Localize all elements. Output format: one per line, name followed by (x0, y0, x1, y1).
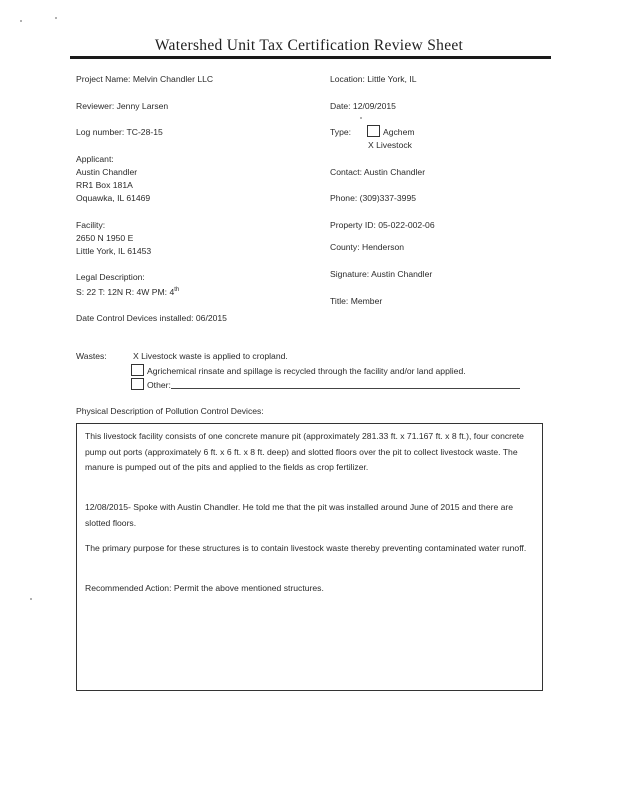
physical-description-heading: Physical Description of Pollution Control Devices: (76, 406, 264, 416)
page-title: Watershed Unit Tax Certification Review Sheet (154, 37, 464, 54)
scan-speck (20, 20, 22, 22)
review-date: Date: 12/09/2015 (330, 101, 396, 111)
facility-address-line2: Little York, IL 61453 (76, 246, 152, 256)
wastes-other (131, 378, 171, 391)
applicant-name: Austin Chandler (76, 167, 138, 177)
project-name: Project Name: Melvin Chandler LLC (76, 74, 214, 84)
location: Location: Little York, IL (330, 74, 417, 84)
other-label: Other: (147, 380, 171, 390)
physical-description-box (76, 423, 543, 691)
agchem-label: Agchem (383, 127, 415, 137)
wastes-agrichemical (131, 364, 466, 377)
signature: Signature: Austin Chandler (330, 269, 433, 279)
date-installed: Date Control Devices installed: 06/2015 (76, 313, 227, 323)
type-label: Type: (330, 127, 352, 137)
description-paragraph-1: This livestock facility consists of one concrete manure pit (approximately 281.33 ft. x 71.167 ft. x 8 ft.), four concrete pump out ports (approximately 6 ft. x 6 ft. x 8 ft. deep) and slotted floors over the pit to collect livestock waste. The manure is pumped out of the pits and applied to the fields as crop fertilizer. (85, 431, 524, 472)
facility-address-line1: 2650 N 1950 E (76, 233, 134, 243)
legal-description-label: Legal Description: (76, 272, 145, 282)
facility-label: Facility: (76, 220, 106, 230)
legal-description-suffix: th (174, 287, 180, 293)
log-number: Log number: TC-28-15 (76, 127, 163, 137)
description-paragraph-3: The primary purpose for these structures is to contain livestock waste thereby preventing contaminated water runoff. (85, 543, 527, 553)
agrichemical-label: Agrichemical rinsate and spillage is recycled through the facility and/or land applied. (147, 366, 466, 376)
phone: Phone: (309)337-3995 (330, 193, 417, 203)
applicant-address-line1: RR1 Box 181A (76, 180, 133, 190)
legal-description-value (76, 284, 179, 298)
wastes-livestock: X Livestock waste is applied to cropland. (133, 351, 288, 361)
type-option-livestock: X Livestock (368, 140, 412, 150)
recommended-action: Recommended Action: Permit the above mentioned structures. (85, 583, 324, 593)
wastes-label: Wastes: (76, 351, 107, 361)
agrichemical-checkbox[interactable] (131, 364, 144, 376)
other-underline (171, 388, 520, 389)
county: County: Henderson (330, 242, 405, 252)
type-option-agchem (367, 125, 415, 138)
property-id: Property ID: 05-022-002-06 (330, 220, 435, 230)
scan-speck (360, 117, 362, 119)
applicant-address-line2: Oquawka, IL 61469 (76, 193, 151, 203)
contact: Contact: Austin Chandler (330, 167, 426, 177)
applicant-label: Applicant: (76, 154, 114, 164)
title-rule (70, 56, 551, 59)
agchem-checkbox[interactable] (367, 125, 380, 137)
other-checkbox[interactable] (131, 378, 144, 390)
reviewer: Reviewer: Jenny Larsen (76, 101, 169, 111)
title-field: Title: Member (330, 296, 383, 306)
legal-description-text: S: 22 T: 12N R: 4W PM: 4 (76, 286, 175, 297)
scan-speck (55, 17, 57, 19)
scan-speck (30, 598, 32, 600)
description-paragraph-2: 12/08/2015- Spoke with Austin Chandler. He told me that the pit was installed around June of 2015 and there are slotted floors. (85, 502, 514, 528)
